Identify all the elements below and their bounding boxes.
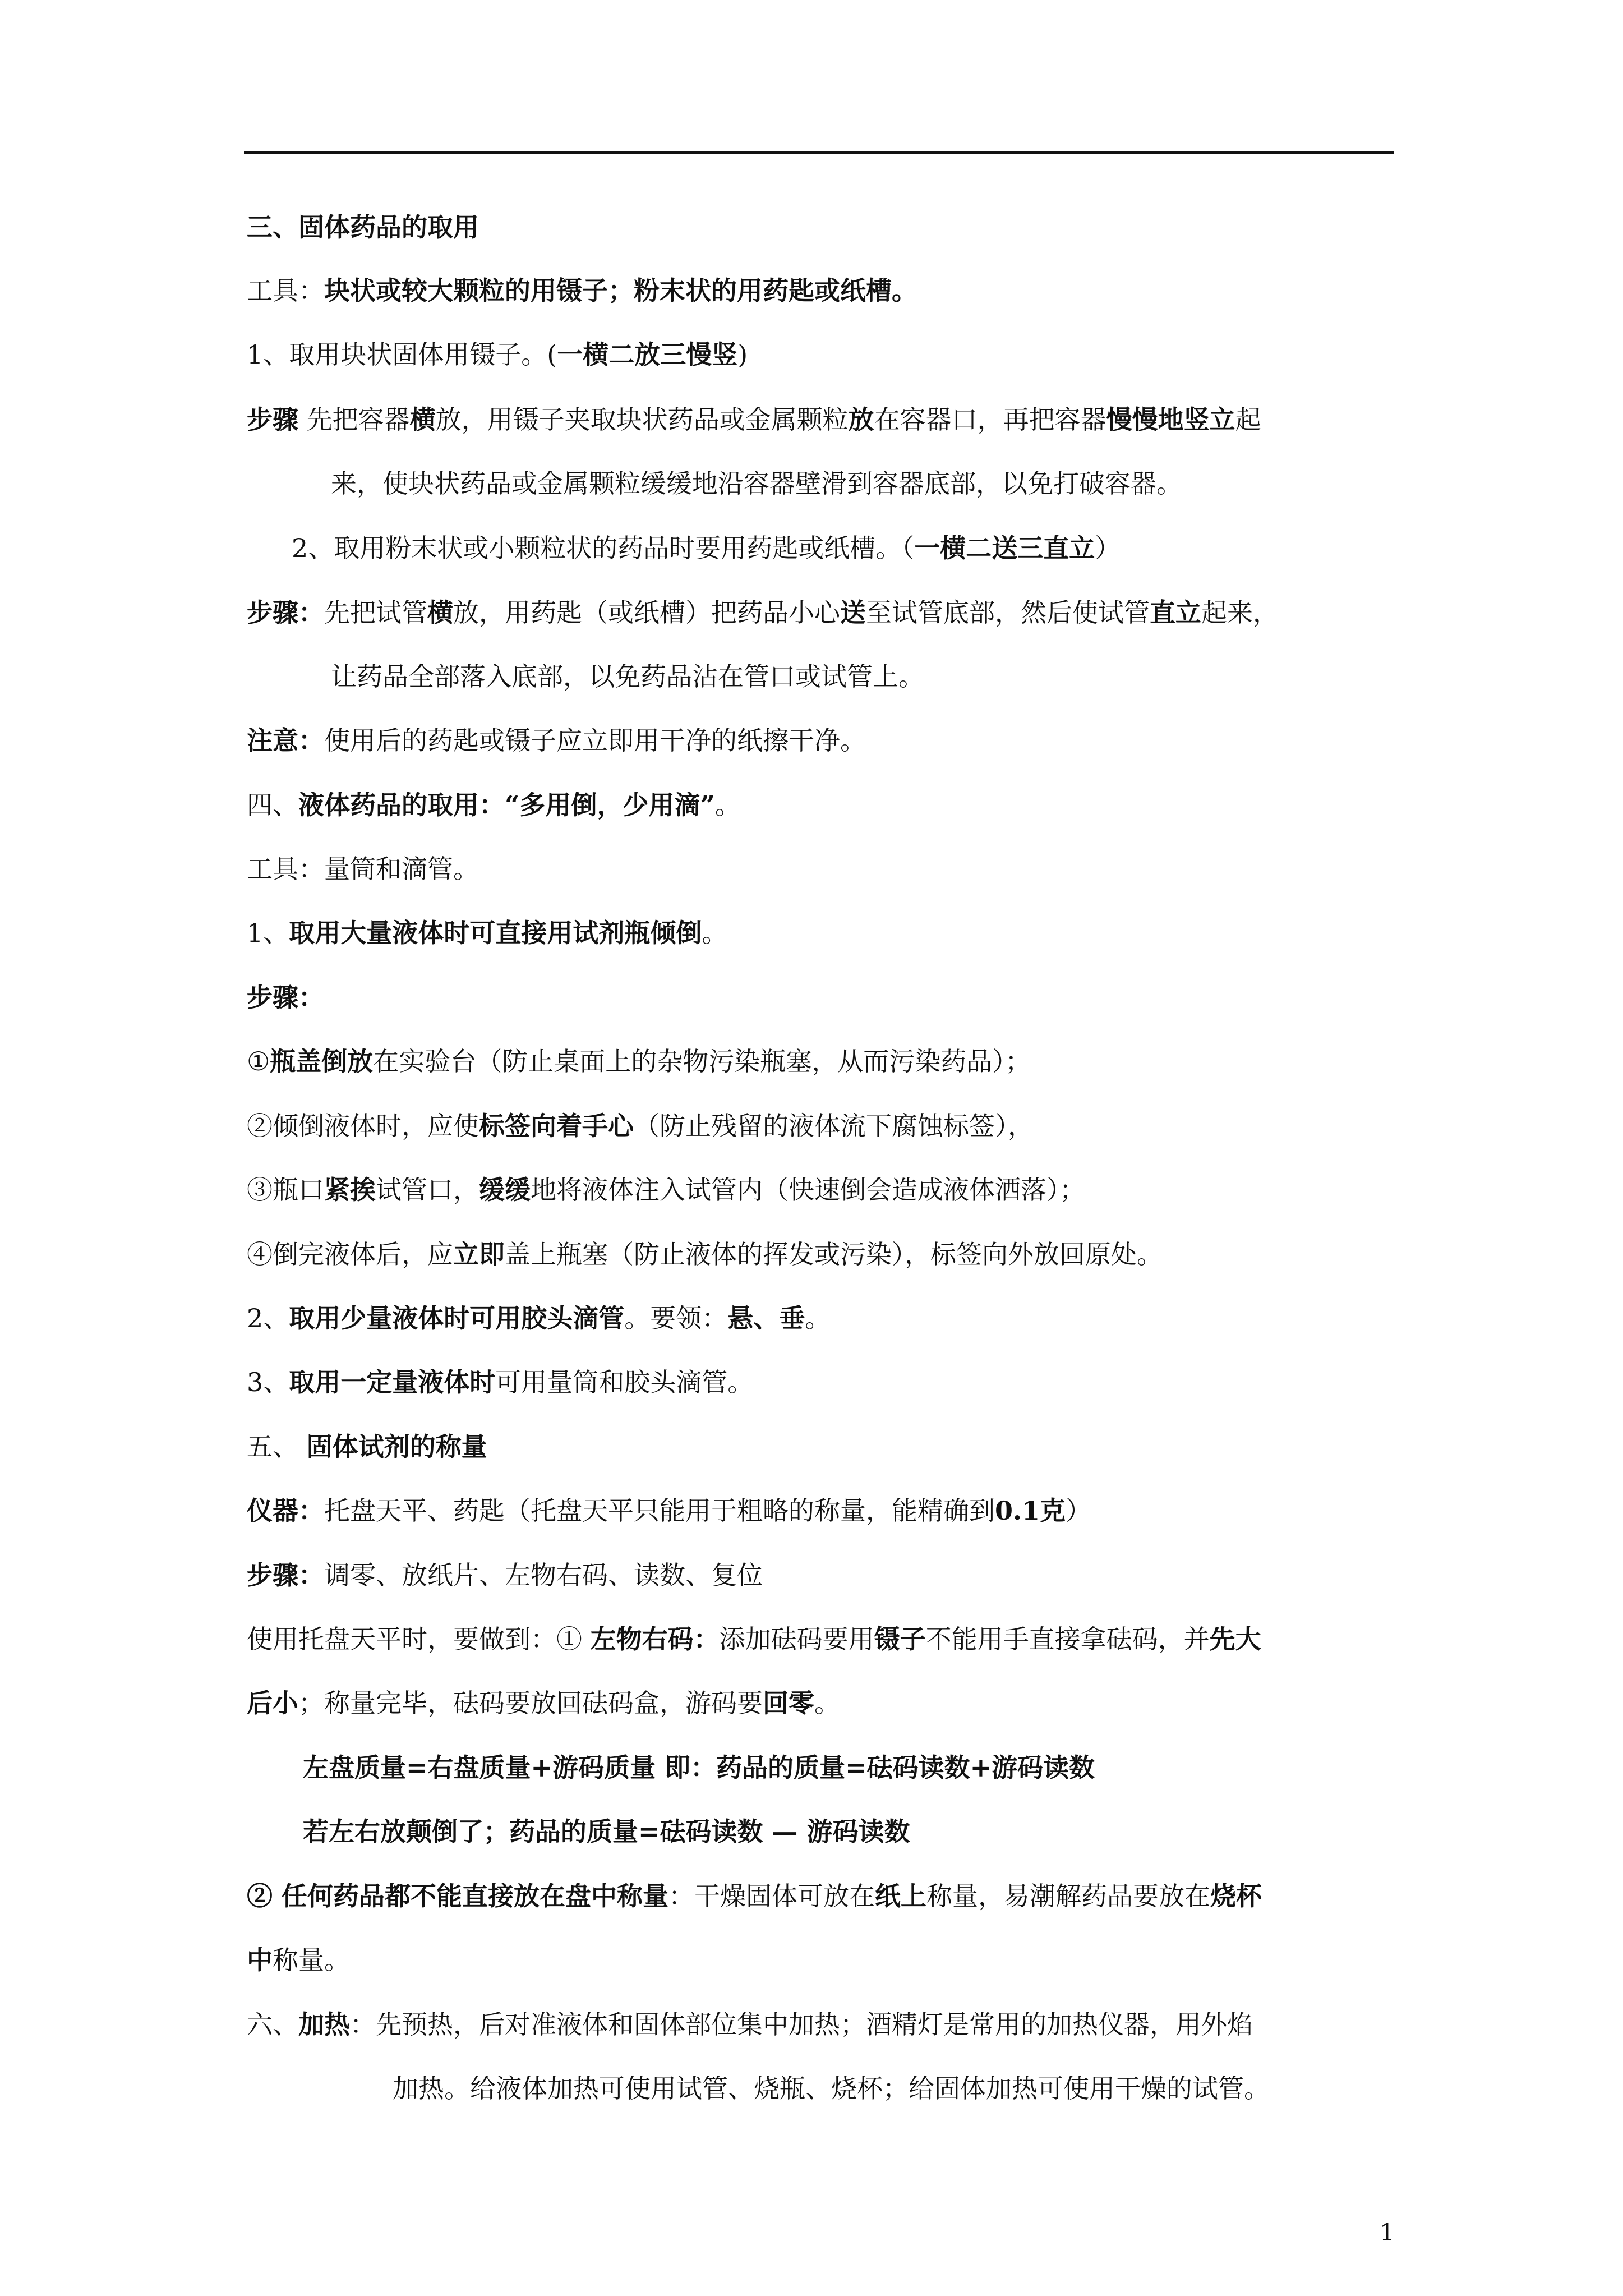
text: 添加砝码要用 [719, 1624, 874, 1654]
text: 使用后的药匙或镊子应立即用干净的纸擦干净。 [324, 725, 866, 756]
label: 步骤 [247, 404, 298, 435]
emph-text: 镊子 [874, 1624, 926, 1654]
text: ) [737, 339, 748, 370]
s6-cont: 加热。给液体加热可使用试管、烧瓶、烧杯；给固体加热可使用干燥的试管。 [393, 2073, 1270, 2104]
section-4-heading [247, 788, 1399, 822]
label: 注意： [247, 725, 324, 756]
text: 不能用手直接拿砝码，并 [925, 1624, 1210, 1654]
text: （防止残留的液体流下腐蚀标签）， [634, 1111, 1034, 1141]
s4-point-1 [247, 1045, 1399, 1078]
emph-text: 块状或较大颗粒的用镊子；粉末状的用药匙或纸槽。 [324, 275, 917, 306]
emph-text: 先大 [1209, 1624, 1261, 1654]
text: 。 [714, 790, 741, 820]
emph-text: 缓缓 [479, 1175, 531, 1205]
label: 工具： [247, 275, 324, 306]
label: 仪器： [247, 1496, 324, 1526]
text: 放，用药匙（或纸槽）把药品小心 [453, 597, 840, 628]
s3-step-2 [247, 596, 1399, 629]
emph-text: 0.1克 [995, 1496, 1066, 1526]
text: ；称量完毕，砝码要放回砝码盒，游码要 [298, 1688, 763, 1718]
emph-text: 取用一定量液体时 [289, 1367, 496, 1397]
text: 。 [805, 1303, 831, 1333]
heading-text: 固体试剂的称量 [306, 1432, 487, 1462]
text: 至试管底部，然后使试管 [866, 597, 1150, 628]
s3-item-1 [247, 338, 1399, 371]
label: 步骤： [247, 982, 324, 1013]
s5-usage [247, 1622, 1399, 1656]
text: ） [1066, 1496, 1092, 1526]
text: 使用托盘天平时，要做到：① [247, 1624, 591, 1654]
text: ③瓶口 [247, 1175, 324, 1205]
s4-tools: 工具：量筒和滴管。 [247, 854, 479, 884]
emph-text: 慢慢地竖立 [1106, 404, 1235, 435]
text: ②倾倒液体时，应使 [247, 1111, 479, 1141]
text: 。 [814, 1688, 840, 1718]
emph-text: 放 [848, 404, 874, 435]
mnemonic: 一横二送三直立 [914, 533, 1095, 563]
text: 试管口， [376, 1175, 479, 1205]
text: 盖上瓶塞（防止液体的挥发或污染），标签向外放回原处。 [505, 1239, 1163, 1269]
emph-text: 直立 [1150, 597, 1201, 628]
s3-note [247, 724, 1399, 757]
s4-item-3 [247, 1365, 1399, 1399]
heading-text: 液体药品的取用：“多用倒，少用滴” [298, 790, 715, 820]
text: 在容器口，再把容器 [874, 404, 1106, 435]
emph-text: ② 任何药品都不能直接放在盘中称量 [247, 1881, 669, 1911]
text: 四、 [247, 790, 298, 820]
label: 步骤： [247, 597, 324, 628]
text: 在实验台（防止桌面上的杂物污染瓶塞，从而污染药品）； [373, 1046, 1031, 1076]
text: 1、取用块状固体用镊子。( [247, 339, 557, 370]
text: 3、 [247, 1367, 289, 1397]
s5-point-2 [247, 1879, 1399, 1913]
text: 2、取用粉末状或小颗粒状的药品时要用药匙或纸槽。（ [292, 533, 915, 563]
s4-point-2 [247, 1109, 1399, 1143]
text: 可用量筒和胶头滴管。 [495, 1367, 754, 1397]
s5-formula-1: 左盘质量=右盘质量+游码质量 即：药品的质量=砝码读数+游码读数 [303, 1752, 1095, 1783]
text: 起 [1235, 404, 1261, 435]
text: 先把试管 [324, 597, 427, 628]
text: 先把容器 [298, 404, 410, 435]
emph-text: 左物右码： [590, 1624, 720, 1654]
s4-point-3 [247, 1173, 1399, 1207]
s4-item-1 [247, 916, 1399, 950]
emph-text: 送 [840, 597, 866, 628]
emph-text: 标签向着手心 [479, 1111, 634, 1141]
text: 调零、放纸片、左物右码、读数、复位 [324, 1560, 763, 1590]
s4-point-4 [247, 1237, 1399, 1271]
text: ） [1095, 533, 1121, 563]
section-5-heading [247, 1430, 1399, 1464]
text: ① [247, 1046, 270, 1076]
text: 六、 [247, 2009, 298, 2040]
text: 托盘天平、药匙（托盘天平只能用于粗略的称量，能精确到 [324, 1496, 995, 1526]
page-number: 1 [1380, 2219, 1395, 2246]
s5-instruments [247, 1494, 1399, 1527]
text: ：干燥固体可放在 [668, 1881, 875, 1911]
text: 称量，易潮解药品要放在 [926, 1881, 1211, 1911]
emph-text: 悬、垂 [727, 1303, 805, 1333]
label: 步骤： [247, 1560, 324, 1590]
s3-tools-line [247, 274, 1399, 307]
text: 1、 [247, 918, 289, 948]
emph-text: 立即 [453, 1239, 505, 1269]
emph-text: 中 [247, 1945, 273, 1975]
s3-item-2 [292, 531, 1399, 565]
s3-step-2-cont: 让药品全部落入底部，以免药品沾在管口或试管上。 [331, 661, 924, 692]
text: 地将液体注入试管内（快速倒会造成液体洒落）； [531, 1175, 1085, 1205]
text: 放，用镊子夹取块状药品或金属颗粒 [435, 404, 849, 435]
text: 2、 [247, 1303, 289, 1333]
s4-steps-label [247, 981, 1399, 1014]
s5-formula-2: 若左右放颠倒了；药品的质量=砝码读数 — 游码读数 [303, 1816, 910, 1847]
s5-steps [247, 1558, 1399, 1592]
emph-text: 后小 [247, 1688, 298, 1718]
mnemonic: 一横二放三慢竖 [557, 339, 738, 370]
emph-text: 取用少量液体时可用胶头滴管 [289, 1303, 625, 1333]
emph-text: 取用大量液体时可直接用试剂瓶倾倒 [289, 918, 702, 948]
s5-point-2-cont [247, 1943, 1399, 1977]
heading-text: 加热 [298, 2009, 350, 2040]
s4-item-2 [247, 1301, 1399, 1335]
section-6-heading [247, 2008, 1399, 2041]
text: 。要领： [624, 1303, 728, 1333]
text: 。 [702, 918, 728, 948]
s5-usage-cont [247, 1686, 1399, 1720]
s3-step-1 [247, 403, 1399, 436]
emph-text: 横 [409, 404, 436, 435]
text: 起来， [1201, 597, 1279, 628]
s3-step-1-cont: 来，使块状药品或金属颗粒缓缓地沿容器壁滑到容器底部，以免打破容器。 [331, 468, 1182, 499]
heading-text: 三、固体药品的取用 [247, 212, 479, 242]
text: ④倒完液体后，应 [247, 1239, 453, 1269]
text: ：先预热，后对准液体和固体部位集中加热；酒精灯是常用的加热仪器，用外焰 [350, 2009, 1253, 2040]
emph-text: 瓶盖倒放 [270, 1046, 374, 1076]
emph-text: 紧挨 [324, 1175, 376, 1205]
emph-text: 烧杯 [1210, 1881, 1262, 1911]
text: 五、 [247, 1432, 307, 1462]
section-3-heading [247, 210, 1399, 244]
emph-text: 纸上 [875, 1881, 927, 1911]
text: 称量。 [273, 1945, 350, 1975]
emph-text: 回零 [763, 1688, 814, 1718]
emph-text: 横 [427, 597, 453, 628]
